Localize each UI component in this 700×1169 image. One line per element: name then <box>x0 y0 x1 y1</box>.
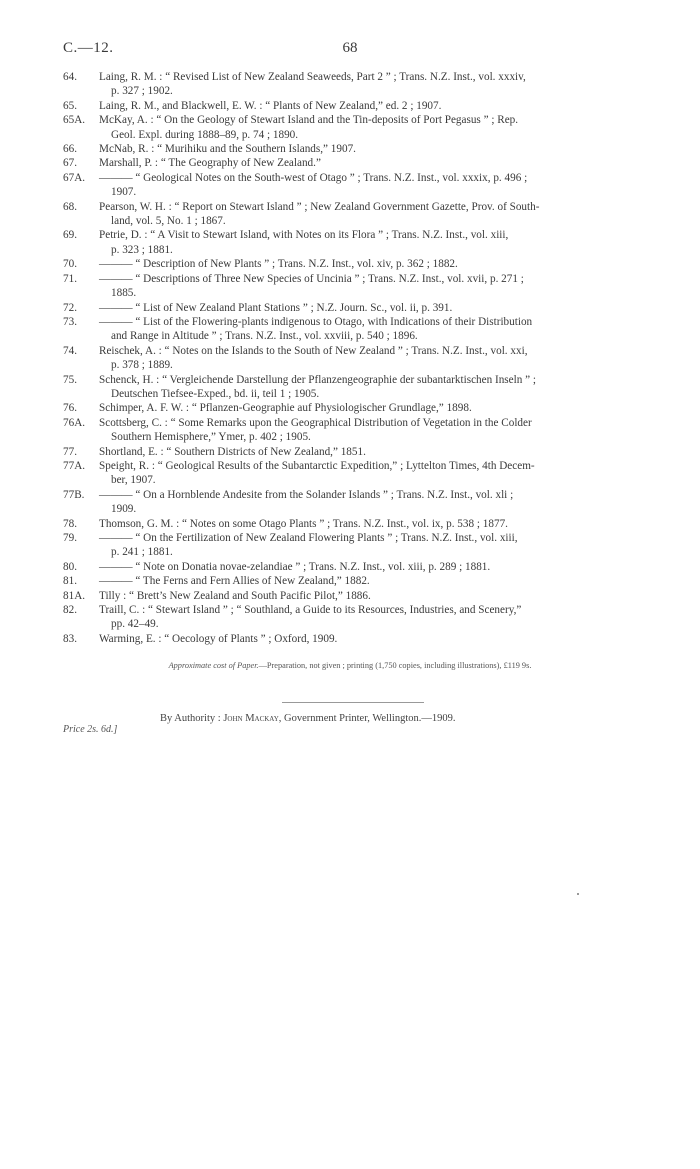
reference-number: 66. <box>63 143 77 156</box>
reference-number: 77. <box>63 445 77 458</box>
page-number: 68 <box>342 40 358 56</box>
reference-text: ——— “ List of New Zealand Plant Stations ” ; N.Z. Journ. Sc., vol. ii, p. 391. <box>99 301 453 314</box>
reference-text: Warming, E. : “ Oecology of Plants ” ; Oxford, 1909. <box>99 632 338 645</box>
reference-entry <box>63 416 643 445</box>
reference-number: 77B. <box>63 488 85 501</box>
reference-continuation: pp. 42–49. <box>111 618 159 631</box>
reference-number: 79. <box>63 532 77 544</box>
reference-entry <box>63 344 643 373</box>
reference-entry <box>63 301 643 315</box>
reference-continuation: and Range in Altitude ” ; Trans. N.Z. Inst., vol. xxviii, p. 540 ; 1896. <box>111 330 418 343</box>
reference-number: 71. <box>63 272 77 285</box>
reference-text: Reischek, A. : “ Notes on the Islands to the South of New Zealand ” ; Trans. N.Z. Inst., vol. xxi, <box>99 344 528 357</box>
reference-text: Petrie, D. : “ A Visit to Stewart Island, with Notes on its Flora ” ; Trans. N.Z. Inst., vol. xiii, <box>99 229 509 242</box>
reference-entry <box>63 200 643 229</box>
reference-number: 72. <box>63 301 77 314</box>
reference-continuation: 1885. <box>111 287 137 300</box>
reference-continuation: p. 323 ; 1881. <box>111 243 173 256</box>
reference-continuation: land, vol. 5, No. 1 ; 1867. <box>111 215 226 228</box>
reference-text: McNab, R. : “ Murihiku and the Southern Islands,” 1907. <box>99 143 356 156</box>
reference-continuation: p. 378 ; 1889. <box>111 359 173 372</box>
reference-number: 81. <box>63 575 77 588</box>
price-note: Price 2s. 6d.] <box>63 724 118 735</box>
reference-entry <box>63 401 643 415</box>
reference-text: Thomson, G. M. : “ Notes on some Otago Plants ” ; Trans. N.Z. Inst., vol. ix, p. 538 ; 1877. <box>99 517 508 530</box>
reference-entry <box>63 373 643 402</box>
reference-entry <box>63 171 643 200</box>
reference-entry <box>63 257 643 271</box>
reference-number: 74. <box>63 344 77 357</box>
reference-text: Traill, C. : “ Stewart Island ” ; “ Southland, a Guide to its Resources, Industries, and Scenery,” <box>99 604 522 617</box>
reference-number: 76A. <box>63 416 86 429</box>
reference-entry <box>63 574 643 588</box>
reference-entry <box>63 315 643 344</box>
reference-text: Speight, R. : “ Geological Results of the Subantarctic Expedition,” ; Lyttelton Times, 4th Decem- <box>99 459 535 472</box>
cost-label: Approximate cost of Paper. <box>168 661 259 670</box>
reference-continuation: ber, 1907. <box>111 474 156 487</box>
reference-entry <box>63 228 643 257</box>
reference-entry <box>63 272 643 301</box>
reference-list <box>63 70 643 646</box>
reference-number: 65. <box>63 99 77 112</box>
reference-text: ——— “ Description of New Plants ” ; Trans. N.Z. Inst., vol. xiv, p. 362 ; 1882. <box>99 258 458 271</box>
reference-number: 77A. <box>63 459 86 472</box>
reference-text: ——— “ Descriptions of Three New Species of Uncinia ” ; Trans. N.Z. Inst., vol. xvii, p. 271 ; <box>99 272 524 285</box>
reference-entry <box>63 488 643 517</box>
reference-text: Schenck, H. : “ Vergleichende Darstellung der Pflanzengeographie der subantarktischen Inseln ” ; <box>99 373 536 386</box>
reference-number: 70. <box>63 258 77 271</box>
reference-number: 83. <box>63 632 77 645</box>
printer-name: John Mackay <box>223 713 279 724</box>
reference-number: 82. <box>63 604 77 617</box>
reference-entry <box>63 156 643 170</box>
document-code: C.—12. <box>63 40 114 56</box>
reference-text: ——— “ The Ferns and Fern Allies of New Zealand,” 1882. <box>99 575 370 588</box>
printer-authority <box>160 713 456 724</box>
cost-note <box>0 661 700 670</box>
reference-text: McKay, A. : “ On the Geology of Stewart Island and the Tin-deposits of Port Pegasus ” ; Rep. <box>99 114 519 127</box>
reference-text: ——— “ On a Hornblende Andesite from the Solander Islands ” ; Trans. N.Z. Inst., vol. xli ; <box>99 488 514 501</box>
reference-continuation: Southern Hemisphere,” Ymer, p. 402 ; 1905. <box>111 431 311 444</box>
reference-number: 78. <box>63 517 77 530</box>
reference-entry <box>63 589 643 603</box>
reference-number: 65A. <box>63 114 86 127</box>
reference-text: Laing, R. M., and Blackwell, E. W. : “ Plants of New Zealand,” ed. 2 ; 1907. <box>99 99 442 112</box>
cost-text: —Preparation, not given ; printing (1,750 copies, including illustrations), £119 9s. <box>258 661 532 670</box>
reference-continuation: Deutschen Tiefsee-Exped., bd. ii, teil 1 ; 1905. <box>111 387 320 400</box>
reference-text: ——— “ On the Fertilization of New Zealand Flowering Plants ” ; Trans. N.Z. Inst., vol. xiii, <box>99 532 518 544</box>
reference-number: 80. <box>63 560 77 573</box>
reference-continuation: Geol. Expl. during 1888–89, p. 74 ; 1890. <box>111 128 299 141</box>
reference-text: ——— “ Geological Notes on the South-west of Otago ” ; Trans. N.Z. Inst., vol. xxxix, p. 496 ; <box>99 171 528 184</box>
reference-number: 68. <box>63 200 77 213</box>
reference-entry <box>63 560 643 574</box>
reference-text: ——— “ List of the Flowering-plants indigenous to Otago, with Indications of their Distribution <box>99 315 533 328</box>
reference-continuation: p. 327 ; 1902. <box>111 85 173 98</box>
divider-rule <box>282 702 424 703</box>
reference-number: 67. <box>63 157 77 170</box>
reference-entry <box>63 531 643 560</box>
stray-mark <box>577 893 579 895</box>
reference-number: 69. <box>63 229 77 242</box>
authority-prefix: By Authority : <box>160 713 224 724</box>
reference-entry <box>63 445 643 459</box>
reference-entry <box>63 632 643 646</box>
reference-entry <box>63 99 643 113</box>
reference-text: Schimper, A. F. W. : “ Pflanzen-Geographie auf Physiologischer Grundlage,” 1898. <box>99 402 472 415</box>
reference-entry <box>63 517 643 531</box>
reference-number: 73. <box>63 315 77 328</box>
reference-continuation: p. 241 ; 1881. <box>111 546 173 559</box>
reference-text: Scottsberg, C. : “ Some Remarks upon the Geographical Distribution of Vegetation in the Colder <box>99 416 532 429</box>
reference-text: ——— “ Note on Donatia novae-zelandiae ” ; Trans. N.Z. Inst., vol. xiii, p. 289 ; 1881. <box>99 560 491 573</box>
reference-text: Shortland, E. : “ Southern Districts of New Zealand,” 1851. <box>99 445 366 458</box>
authority-suffix: , Government Printer, Wellington.—1909. <box>278 713 456 724</box>
reference-number: 75. <box>63 373 77 386</box>
reference-number: 67A. <box>63 171 86 184</box>
reference-entry <box>63 70 643 99</box>
reference-number: 81A. <box>63 589 86 602</box>
reference-entry <box>63 113 643 142</box>
reference-text: Marshall, P. : “ The Geography of New Zealand.” <box>99 157 321 170</box>
reference-text: Laing, R. M. : “ Revised List of New Zealand Seaweeds, Part 2 ” ; Trans. N.Z. Inst., vol. xxxiv, <box>99 71 526 83</box>
reference-entry <box>63 603 643 632</box>
reference-number: 76. <box>63 402 77 415</box>
reference-number: 64. <box>63 71 77 83</box>
reference-entry <box>63 142 643 156</box>
reference-text: Pearson, W. H. : “ Report on Stewart Island ” ; New Zealand Government Gazette, Prov. of South- <box>99 200 540 213</box>
reference-entry <box>63 459 643 488</box>
reference-continuation: 1909. <box>111 503 137 516</box>
reference-text: Tilly : “ Brett’s New Zealand and South Pacific Pilot,” 1886. <box>99 589 371 602</box>
page-header <box>63 40 637 62</box>
reference-continuation: 1907. <box>111 186 137 199</box>
